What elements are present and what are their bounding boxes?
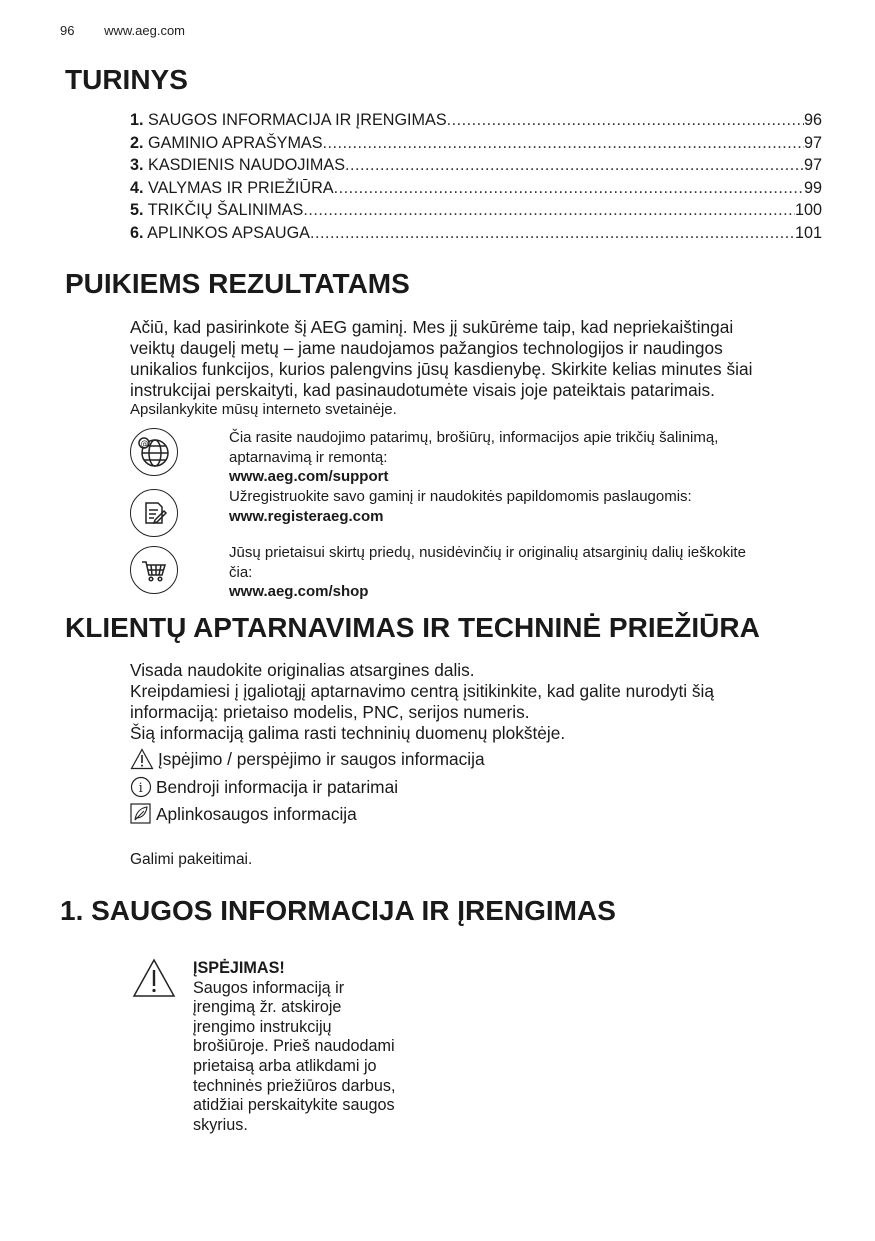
toc-item-page: 96 (803, 111, 822, 129)
toc-item-number: 5. (130, 201, 144, 220)
leaf-icon (130, 803, 152, 825)
globe-support-icon (130, 428, 178, 476)
warning-line: prietaisą arba atlikdami jo (193, 1056, 377, 1075)
toc-leader (334, 179, 804, 198)
service-title: KLIENTŲ APTARNAVIMAS IR TECHNINĖ PRIEŽIŪRA (65, 612, 760, 643)
results-title: PUIKIEMS REZULTATAMS (65, 268, 410, 299)
toc-item-number: 2. (130, 133, 144, 152)
support-text: Čia rasite naudojimo patarimų, brošiūrų, informacijos apie trikčių šalinimą, (229, 429, 719, 446)
intro-line: instrukcijai perskaityti, kad pasinaudotumėte visais joje pateiktais patarimais. (130, 380, 715, 400)
page-header (60, 23, 211, 38)
service-paragraph (130, 660, 820, 744)
svg-text:@: @ (140, 439, 149, 448)
legend-text: Bendroji informacija ir patarimai (156, 776, 399, 797)
toc-item[interactable] (130, 179, 822, 202)
warning-line: Saugos informaciją ir (193, 978, 345, 997)
website-link[interactable]: www.aeg.com (104, 23, 186, 38)
toc-item-number: 1. (130, 111, 144, 129)
intro-line: unikalios funkcijos, kurios palengvins jūsų kasdienybę. Skirkite kelias minutes šiai (130, 359, 753, 379)
shop-link-block (229, 543, 819, 602)
service-line: Šią informaciją galima rasti techninių duomenų plokštėje. (130, 723, 566, 743)
warning-line: brošiūroje. Prieš naudodami (193, 1037, 395, 1056)
toc-item-page: 97 (803, 156, 822, 175)
toc-item-title: VALYMAS IR PRIEŽIŪRA (148, 178, 334, 197)
toc-item-page: 101 (794, 223, 822, 242)
toc-leader (323, 134, 804, 153)
intro-paragraph (130, 317, 820, 401)
warning-line: įrengimą žr. atskiroje (193, 998, 342, 1017)
register-text: Užregistruokite savo gaminį ir naudokitės papildomomis paslaugomis: (229, 488, 692, 505)
legend-environment (130, 803, 357, 825)
info-icon (130, 776, 152, 798)
legend-warning (130, 748, 485, 770)
shop-text: Jūsų prietaisui skirtų priedų, nusidėvinčių ir originalių atsarginių dalių ieškokite (229, 544, 746, 561)
toc-item[interactable] (130, 156, 822, 179)
toc-item-number: 4. (130, 178, 144, 197)
toc-leader (345, 156, 804, 175)
toc-item-number: 6. (130, 223, 144, 242)
toc-item[interactable] (130, 201, 822, 224)
warning-triangle-icon (132, 958, 176, 1003)
shop-url[interactable]: www.aeg.com/shop (229, 583, 369, 600)
intro-line: veiktų daugelį metų – jame naudojamos pažangios technologijos ir naudingos (130, 338, 723, 358)
toc-item-title: KASDIENIS NAUDOJIMAS (148, 156, 346, 175)
page-number: 96 (60, 23, 75, 38)
toc-item[interactable] (130, 111, 822, 134)
legend-text: Įspėjimo / perspėjimo ir saugos informacija (158, 748, 485, 769)
toc-item[interactable] (130, 134, 822, 157)
visit-text: Apsilankykite mūsų interneto svetainėje. (130, 401, 397, 418)
svg-text:i: i (138, 781, 143, 796)
toc-item-title: TRIKČIŲ ŠALINIMAS (147, 201, 304, 220)
toc-item-page: 99 (803, 178, 822, 197)
section1-title: 1. SAUGOS INFORMACIJA IR ĮRENGIMAS (60, 895, 616, 926)
toc-item-title: APLINKOS APSAUGA (147, 223, 310, 242)
support-link-block (229, 428, 819, 487)
intro-line: Ačiū, kad pasirinkote šį AEG gaminį. Mes jį sukūrėme taip, kad nepriekaištingai (130, 317, 734, 337)
toc-item-page: 100 (794, 201, 822, 220)
warning-title: ĮSPĖJIMAS! (193, 959, 285, 977)
support-url[interactable]: www.aeg.com/support (229, 468, 389, 485)
warning-block (193, 959, 433, 1135)
toc-leader (447, 111, 804, 130)
service-line: Kreipdamiesi į įgaliotąjį aptarnavimo centrą įsitikinkite, kad galite nurodyti šią (130, 681, 715, 701)
register-form-icon (130, 489, 178, 537)
shopping-cart-icon (130, 546, 178, 594)
warning-line: techninės priežiūros darbus, (193, 1076, 396, 1095)
toc-leader (310, 224, 795, 243)
warning-line: skyrius. (193, 1115, 248, 1134)
register-link-block (229, 487, 819, 526)
toc-leader (303, 201, 795, 220)
toc-item-number: 3. (130, 156, 144, 175)
warning-line: įrengimo instrukcijų (193, 1017, 332, 1036)
table-of-contents (130, 111, 822, 247)
service-line: informaciją: prietaiso modelis, PNC, serijos numeris. (130, 702, 530, 722)
warning-line: atidžiai perskaitykite saugos (193, 1096, 395, 1115)
toc-item-title: GAMINIO APRAŠYMAS (148, 133, 323, 152)
changes-note: Galimi pakeitimai. (130, 851, 253, 868)
legend-text: Aplinkosaugos informacija (156, 803, 357, 824)
toc-item-page: 97 (803, 133, 822, 152)
toc-title: TURINYS (65, 64, 188, 95)
support-text: aptarnavimą ir remontą: (229, 448, 388, 466)
legend-info (130, 776, 398, 798)
service-line: Visada naudokite originalias atsargines dalis. (130, 660, 475, 680)
register-url[interactable]: www.registeraeg.com (229, 507, 384, 525)
toc-item-title: SAUGOS INFORMACIJA IR ĮRENGIMAS (148, 111, 447, 129)
shop-text: čia: (229, 563, 253, 581)
warning-triangle-icon (130, 748, 154, 770)
toc-item[interactable] (130, 224, 822, 247)
